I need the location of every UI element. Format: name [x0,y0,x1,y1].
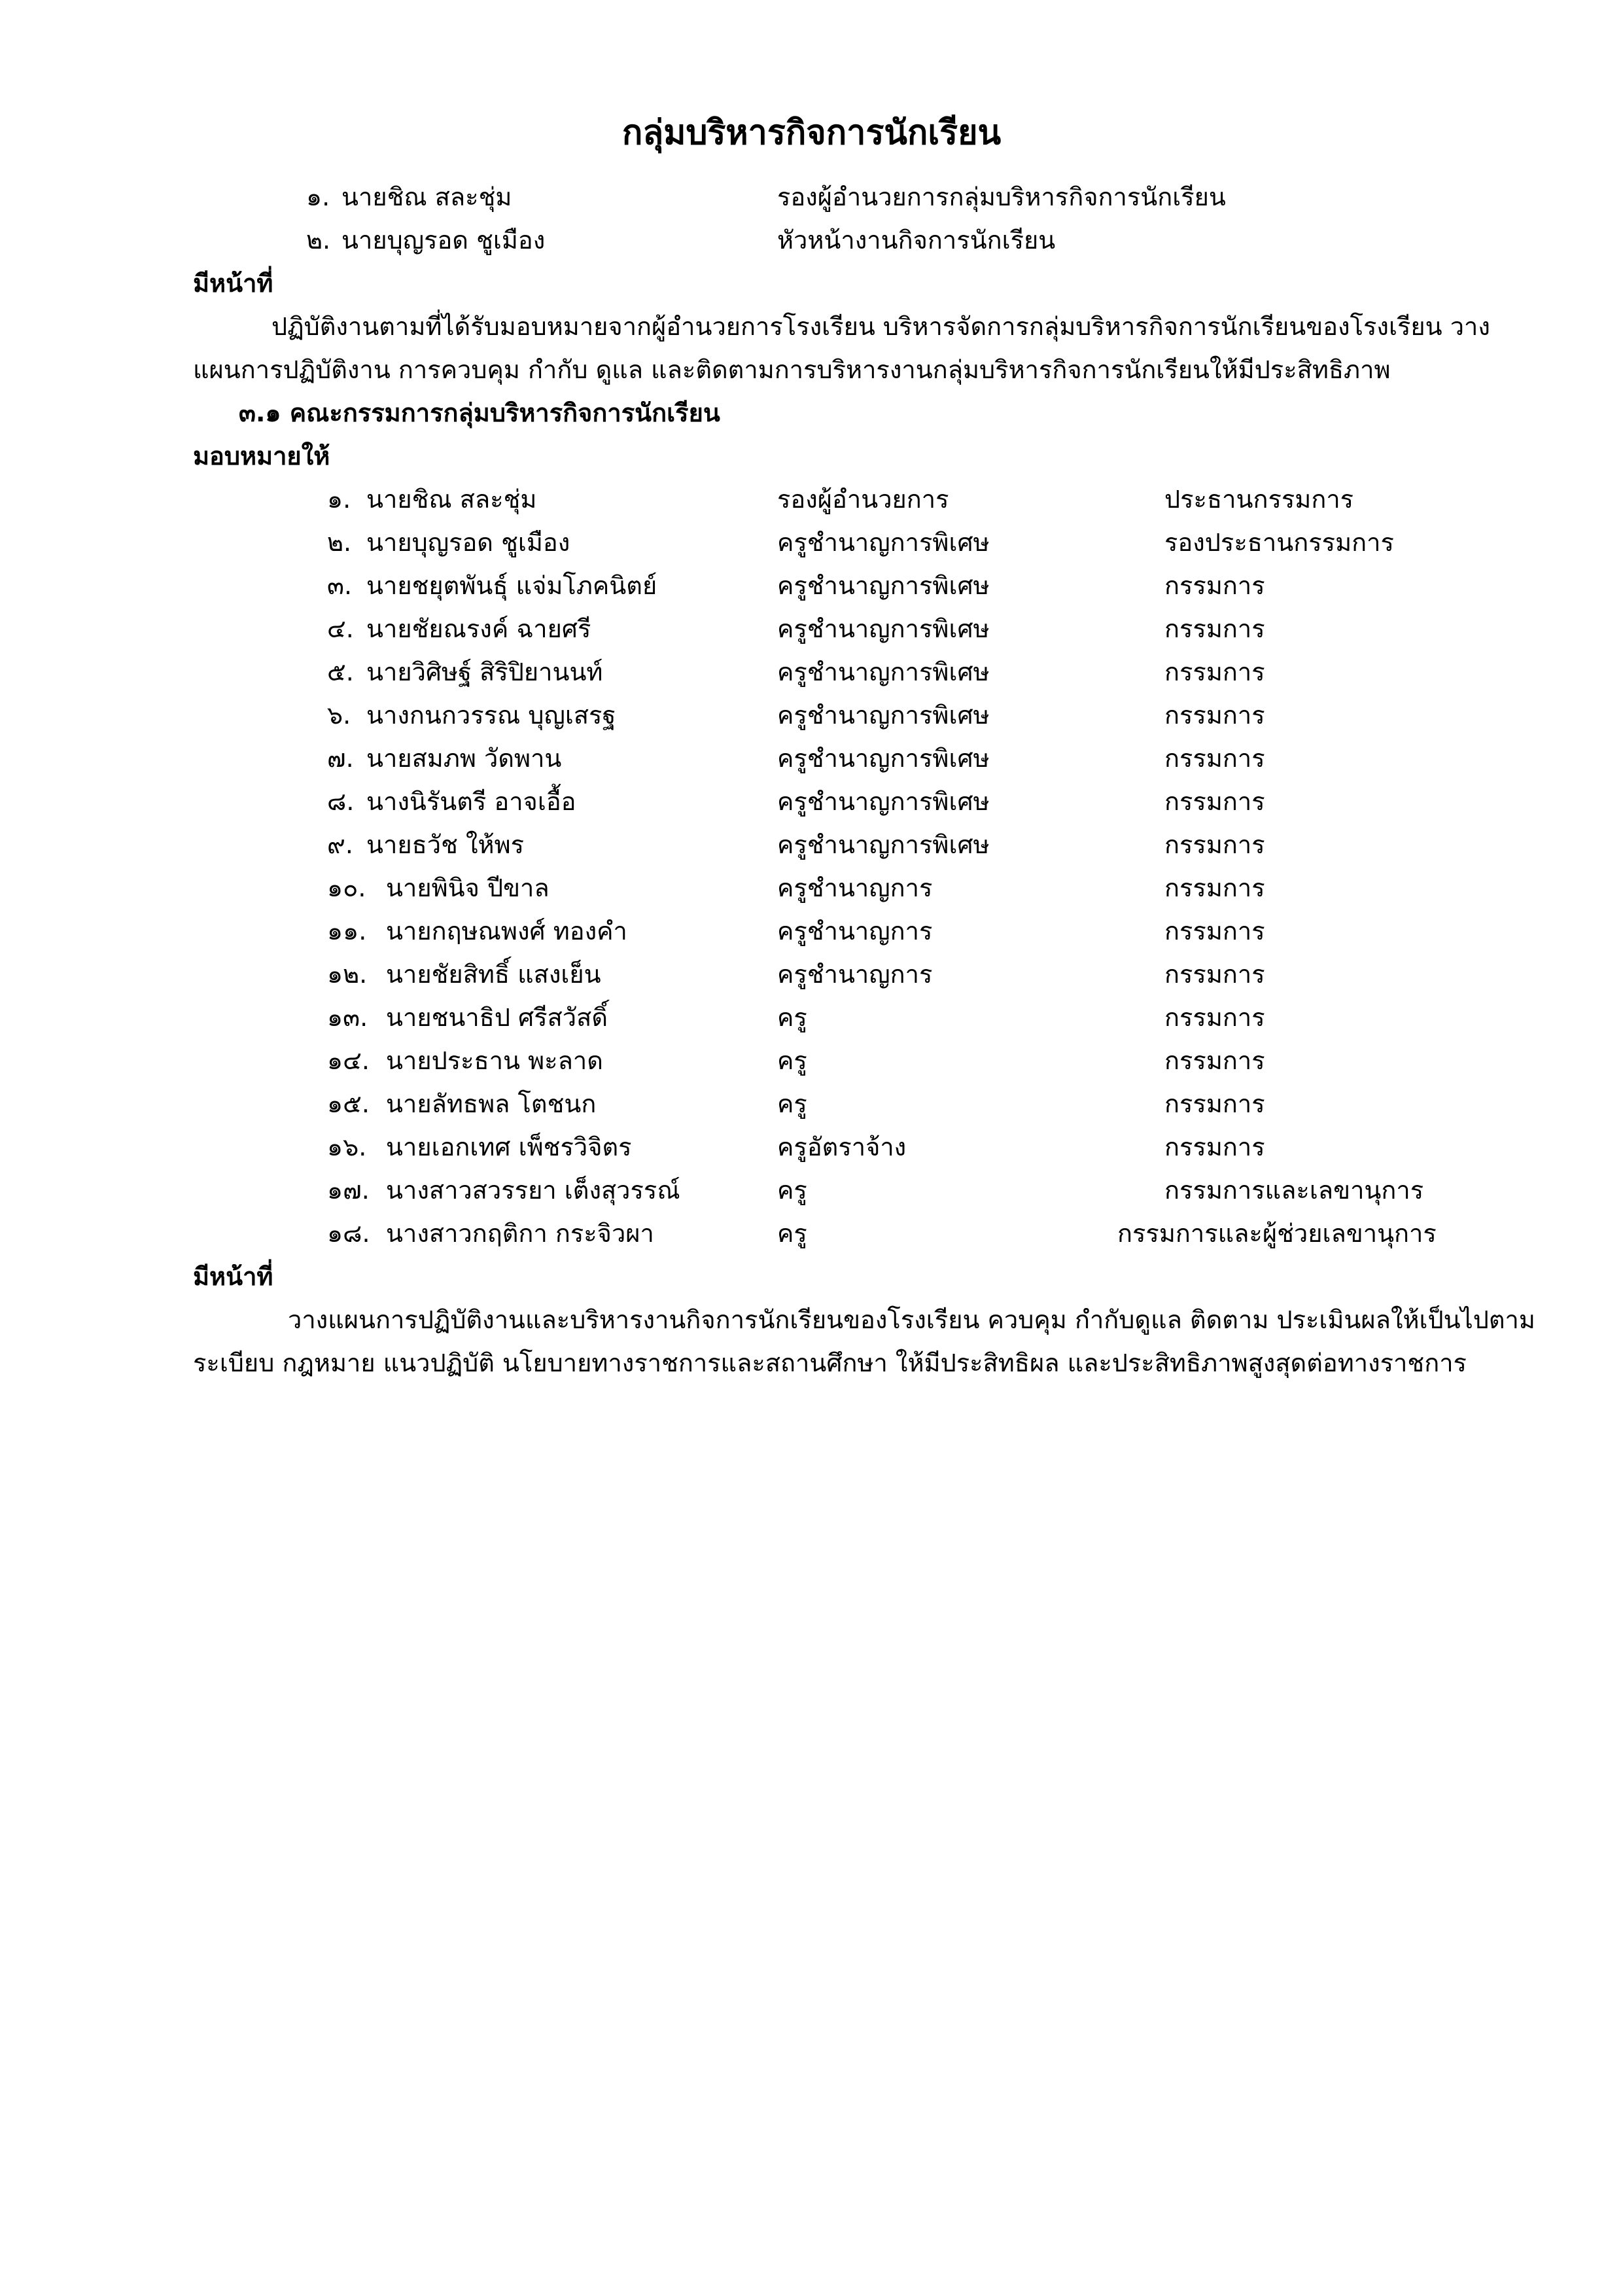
committee-no: ๑๑. [327,917,367,945]
committee-no: ๑๖. [327,1133,367,1161]
committee-role: กรรมการ [1164,658,1265,686]
committee-name: นายประธาน พะลาด [386,1046,603,1075]
committee-position: ครู [777,1003,807,1032]
committee-name: นายชัยสิทธิ์ แสงเย็น [386,960,601,989]
committee-position: ครู [777,1176,807,1205]
committee-name: นายพินิจ ปีขาล [386,874,550,902]
assign-heading: มอบหมายให้ [193,442,330,470]
committee-no: ๔. [327,614,354,643]
committee-role: กรรมการ [1164,1003,1265,1032]
committee-role: กรรมการ [1164,787,1265,816]
committee-position: ครูชำนาญการ [777,960,933,989]
committee-no: ๘. [327,787,355,816]
committee-position: ครูชำนาญการพิเศษ [777,658,990,686]
committee-name: นายธวัช ให้พร [366,830,525,859]
committee-position: ครูชำนาญการพิเศษ [777,701,990,730]
committee-position: ครูชำนาญการ [777,874,933,902]
committee-role: กรรมการ [1164,917,1265,945]
committee-role: กรรมการ [1164,1133,1265,1161]
committee-position: รองผู้อำนวยการ [777,485,949,514]
committee-role: กรรมการ [1164,744,1265,773]
committee-no: ๗. [327,744,354,773]
duty-text-2b: ระเบียบ กฎหมาย แนวปฏิบัติ นโยบายทางราชการและสถานศึกษา ให้มีประสิทธิผล และประสิทธิภาพสูงสุดต่อทางราชการ [193,1349,1467,1377]
committee-position: ครูชำนาญการพิเศษ [777,787,990,816]
leader-1-position: รองผู้อำนวยการกลุ่มบริหารกิจการนักเรียน [777,183,1226,211]
committee-name: นายชนาธิป ศรีสวัสดิ์ [386,1003,608,1032]
committee-position: ครูอัตราจ้าง [777,1133,907,1161]
committee-no: ๑๔. [327,1046,370,1075]
leader-2-position: หัวหน้างานกิจการนักเรียน [777,226,1056,255]
committee-position: ครูชำนาญการพิเศษ [777,744,990,773]
committee-name: นายลัทธพล โตชนก [386,1089,597,1118]
leader-2-no: ๒. [306,226,331,255]
committee-role: ประธานกรรมการ [1164,485,1354,514]
committee-role: กรรมการ [1164,960,1265,989]
committee-name: นายกฤษณพงศ์ ทองคำ [386,917,627,945]
section-heading: ๓.๑ คณะกรรมการกลุ่มบริหารกิจการนักเรียน [239,398,720,427]
committee-role: รองประธานกรรมการ [1164,528,1394,557]
committee-position: ครู [777,1219,807,1248]
committee-role: กรรมการ [1164,571,1265,600]
committee-no: ๒. [327,528,352,557]
committee-name: นายชยุตพันธุ์ แจ่มโภคนิตย์ [366,571,657,600]
committee-name: นายสมภพ วัดพาน [366,744,562,773]
committee-role: กรรมการและเลขานุการ [1164,1176,1424,1205]
committee-name: นางกนกวรรณ บุญเสรฐ [366,701,616,730]
committee-name: นางสาวสวรรยา เต็งสุวรรณ์ [386,1176,680,1205]
leader-1-no: ๑. [306,183,330,211]
committee-name: นางนิรันตรี อาจเอื้อ [366,787,576,816]
duty-text-1b: แผนการปฏิบัติงาน การควบคุม กำกับ ดูแล และติดตามการบริหารงานกลุ่มบริหารกิจการนักเรียนให้มีประสิทธิภาพ [193,355,1391,384]
committee-role: กรรมการและผู้ช่วยเลขานุการ [1117,1219,1437,1248]
committee-no: ๑๐. [327,874,366,902]
committee-role: กรรมการ [1164,614,1265,643]
committee-no: ๙. [327,830,353,859]
committee-no: ๑๒. [327,960,368,989]
leader-1-name: นายชิณ สละชุ่ม [341,183,512,211]
committee-role: กรรมการ [1164,874,1265,902]
committee-no: ๑. [327,485,351,514]
duty-heading-2: มีหน้าที่ [193,1262,273,1291]
committee-no: ๑๕. [327,1089,370,1118]
committee-role: กรรมการ [1164,830,1265,859]
leader-2-name: นายบุญรอด ชูเมือง [341,226,546,255]
committee-name: นายชัยณรงค์ ฉายศรี [366,614,591,643]
committee-position: ครู [777,1046,807,1075]
committee-no: ๖. [327,701,351,730]
committee-position: ครู [777,1089,807,1118]
committee-position: ครูชำนาญการพิเศษ [777,614,990,643]
committee-name: นายบุญรอด ชูเมือง [366,528,570,557]
committee-role: กรรมการ [1164,1046,1265,1075]
committee-name: นายเอกเทศ เพ็ชรวิจิตร [386,1133,632,1161]
committee-name: นายชิณ สละชุ่ม [366,485,537,514]
committee-no: ๕. [327,658,354,686]
committee-name: นายวิศิษฐ์ สิริปิยานนท์ [366,658,603,686]
committee-role: กรรมการ [1164,701,1265,730]
committee-position: ครูชำนาญการพิเศษ [777,528,990,557]
committee-no: ๓. [327,571,353,600]
committee-role: กรรมการ [1164,1089,1265,1118]
committee-name: นางสาวกฤติกา กระจิวผา [386,1219,654,1248]
page-title: กลุ่มบริหารกิจการนักเรียน [621,113,1002,152]
committee-no: ๑๘. [327,1219,370,1248]
committee-position: ครูชำนาญการพิเศษ [777,571,990,600]
committee-no: ๑๓. [327,1003,368,1032]
committee-no: ๑๗. [327,1176,370,1205]
committee-position: ครูชำนาญการ [777,917,933,945]
committee-position: ครูชำนาญการพิเศษ [777,830,990,859]
duty-text-1a: ปฏิบัติงานตามที่ได้รับมอบหมายจากผู้อำนวยการโรงเรียน บริหารจัดการกลุ่มบริหารกิจการนักเรียนของโรงเรียน วาง [271,312,1490,341]
duty-heading-1: มีหน้าที่ [193,269,273,298]
duty-text-2a: วางแผนการปฏิบัติงานและบริหารงานกิจการนักเรียนของโรงเรียน ควบคุม กำกับดูแล ติดตาม ประเมินผลให้เป็นไปตาม [288,1305,1535,1334]
